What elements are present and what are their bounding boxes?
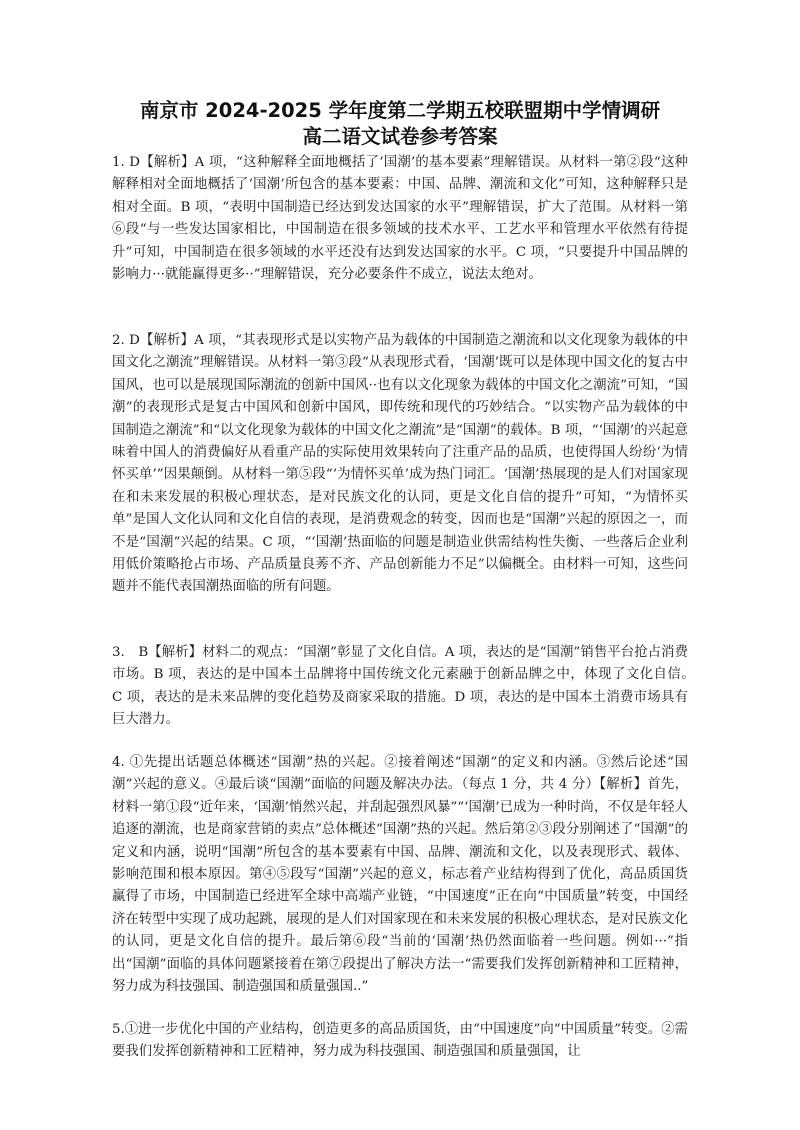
paragraph-gap [112,998,688,1019]
answer-1-text: 1. D【解析】A 项，“这种解释全面地概括了‘国潮’的基本要素”理解错误。从材料一第②段“这种解释相对全面地概括了‘国潮’所包含的基本要素：中国、品牌、潮流和文化”可知，这种解释只是相对全面。B 项，“表明中国制造已经达到发达国家的水平”理解错误，扩大了范围。从材料一第⑥段“与一些发达国家相比，中国制造在很多领域的技术水平、工艺水平和管理水平依然有待提升”可知，中国制造在很多领域的水平还没有达到发达国家的水平。C 项，“只要提升中国品牌的影响力···就能赢得更多··”理解错误，充分必要条件不成立，说法太绝对。 [112,155,688,283]
answer-block-1 [112,152,688,309]
answer-block-4 [112,752,688,998]
document-title-line1: 南京市 2024-2025 学年度第二学期五校联盟期中学情调研 [139,99,661,122]
document-title-line2: 高二语文试卷参考答案 [302,125,498,148]
paragraph-gap [112,309,688,330]
answer-3-text: 3. B【解析】材料二的观点：“国潮”彰显了文化自信。A 项，表达的是“国潮”销售平台抢占消费市场。B 项，表达的是中国本土品牌将中国传统文化元素融于创新品牌之中，体现了文化自信。 C 项，表达的是未来品牌的变化趋势及商家采取的措施。D 项，表达的是中国本土消费市场具有巨大潜力。 [112,645,715,728]
answer-4-text: 4. ①先提出话题总体概述“国潮”热的兴起。②接着阐述“国潮”的定义和内涵。③然后论述“国潮”兴起的意义。④最后谈“国潮”面临的问题及解决办法。（每点 1 分，共 4 分）【解析】首先，材料一第①段“近年来，‘国潮’悄然兴起，并刮起强烈风暴”“‘国潮’已成为一种时尚，不仅是年轻人追逐的潮流，也是商家营销的卖点”总体概述“国潮”热的兴起。然后第②③段分别阐述了“国潮”的定义和内涵，说明“国潮”所包含的基本要素有中国、品牌、潮流和文化，以及表现形式、载体、影响范围和根本原因。第④⑤段写“国潮”兴起的意义，标志着产业结构得到了优化，高品质国货赢得了市场，中国制造已经进军全球中高端产业链，“中国速度”正在向“中国质量”转变，中国经济在转型中实现了成功起跳，展现的是人们对国家现在和未来发展的积极心理状态，是对民族文化的认同，更是文化自信的提升。最后第⑥段“当前的‘国潮’热仍然面临着一些问题。例如···”指出“国潮”面临的具体问题紧接着在第⑦段提出了解决方法一“需要我们发挥创新精神和工匠精神，努力成为科技强国、制造强国和质量强国..” [112,755,688,995]
paragraph-gap [112,731,688,752]
answer-block-3 [112,642,715,731]
paragraph-gap [112,621,688,642]
answer-block-2 [112,330,688,621]
answer-2-text: 2. D【解析】A 项，“其表现形式是以实物产品为载体的中国制造之潮流和以文化现象为载体的中国文化之潮流”理解错误。从材料一第③段“从表现形式看，‘国潮’既可以是体现中国文化的复古中国风，也可以是展现国际潮流的创新中国风··也有以文化现象为载体的中国文化之潮流”可知，“国潮”的表现形式是复古中国风和创新中国风，即传统和现代的巧妙结合。“以实物产品为载体的中国制造之潮流”和“以文化现象为载体的中国文化之潮流”是“国潮”的载体。B 项，“‘国潮’的兴起意味着中国人的消费偏好从看重产品的实际使用效果转向了注重产品的品质，也使得国人纷纷‘为情怀买单’”因果颠倒。从材料一第⑤段“‘为情怀买单’成为热门词汇。‘国潮’热展现的是人们对国家现在和未来发展的积极心理状态，是对民族文化的认同，更是文化自信的提升”可知，“为情怀买单”是国人文化认同和文化自信的表现，是消费观念的转变，因而也是“国潮”兴起的原因之一，而不是“国潮”兴起的结果。C 项，“‘国潮’热面临的问题是制造业供需结构性失衡、一些落后企业利用低价策略抢占市场、产品质量良莠不齐、产品创新能力不足”以偏概全。由材料一可知，这些问题并不能代表国潮热面临的所有问题。 [112,333,688,595]
answer-5-text: 5.①进一步优化中国的产业结构，创造更多的高品质国货，由“中国速度”向“中国质量”转变。②需要我们发挥创新精神和工匠精神，努力成为科技强国、制造强国和质量强国，让 [112,1022,688,1060]
answer-sheet-page [112,98,715,1064]
answer-block-5 [112,1019,688,1064]
